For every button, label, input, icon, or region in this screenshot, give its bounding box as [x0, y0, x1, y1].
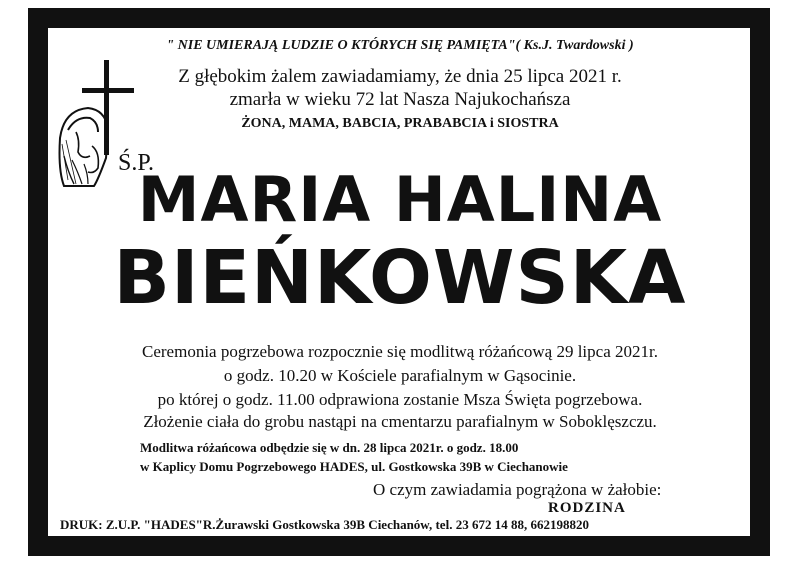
deceased-surname: BIEŃKOWSKA: [113, 235, 687, 321]
deceased-first-names: MARIA HALINA: [137, 163, 663, 236]
prefix: Ś.P.: [118, 150, 155, 176]
printer-footer: DRUK: Z.U.P. "HADES"R.Żurawski Gostkowska 39B Ciechanów, tel. 23 672 14 88, 662198820: [60, 517, 589, 532]
announcement-line-2: zmarła w wieku 72 lat Nasza Najukochańsza: [229, 89, 571, 110]
rosary-line-1: Modlitwa różańcowa odbędzie się w dn. 28 lipca 2021r. o godz. 18.00: [140, 440, 519, 455]
ceremony-line-1: Ceremonia pogrzebowa rozpocznie się modlitwą różańcową 29 lipca 2021r.: [142, 342, 658, 361]
quote: " NIE UMIERAJĄ LUDZIE O KTÓRYCH SIĘ PAMIĘTA"( Ks.J. Twardowski ): [166, 38, 634, 53]
ceremony-line-2: o godz. 10.20 w Kościele parafialnym w Gąsocinie.: [223, 366, 577, 385]
ceremony-line-4: Złożenie ciała do grobu nastąpi na cmentarzu parafialnym w Soboklęszczu.: [143, 412, 657, 431]
rosary-line-2: w Kaplicy Domu Pogrzebowego HADES, ul. Gostkowska 39B w Ciechanowie: [140, 459, 568, 474]
ceremony-line-3: po której o godz. 11.00 odprawiona zostanie Msza Święta pogrzebowa.: [157, 390, 643, 409]
announcement-line-1: Z głębokim żalem zawiadamiamy, że dnia 25 lipca 2021 r.: [178, 66, 622, 87]
relations: ŻONA, MAMA, BABCIA, PRABABCIA i SIOSTRA: [241, 116, 559, 131]
family-signature: RODZINA: [548, 500, 626, 516]
mourning-notice: O czym zawiadamia pogrążona w żałobie:: [373, 480, 662, 499]
